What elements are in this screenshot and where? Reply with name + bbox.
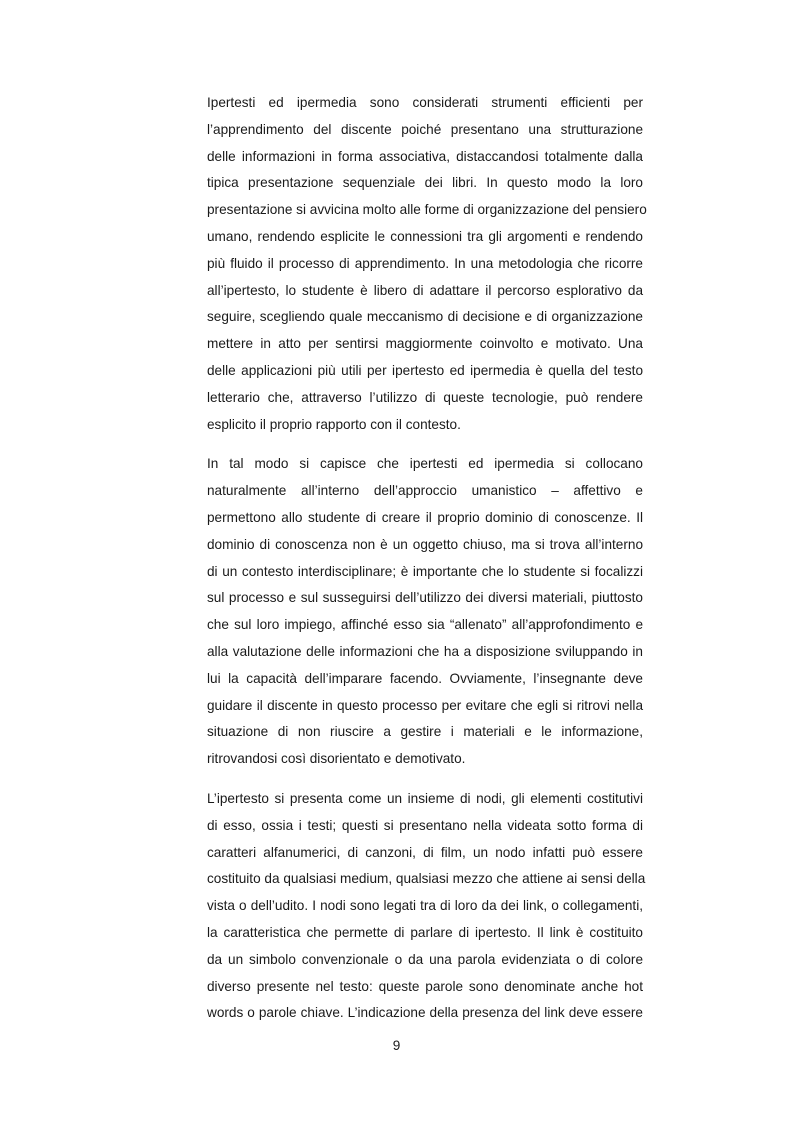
text-line: seguire, scegliendo quale meccanismo di decisione e di organizzazione	[207, 309, 643, 325]
body-text	[207, 90, 647, 1027]
text-line: naturalmente all’interno dell’approccio umanistico – affettivo e	[207, 483, 643, 499]
paragraph	[207, 451, 643, 773]
text-line: delle informazioni in forma associativa, distaccandosi totalmente dalla	[207, 148, 643, 164]
paragraph-gap	[207, 438, 643, 451]
text-line: vista o dell’udito. I nodi sono legati tra di loro da dei link, o collegamenti,	[207, 898, 643, 914]
text-line: sul processo e sul susseguirsi dell’utilizzo dei diversi materiali, piuttosto	[207, 590, 643, 606]
text-line: caratteri alfanumerici, di canzoni, di film, un nodo infatti può essere	[207, 844, 643, 860]
text-line: la caratteristica che permette di parlare di ipertesto. Il link è costituito	[207, 924, 643, 940]
text-line: Ipertesti ed ipermedia sono considerati strumenti efficienti per	[207, 95, 643, 110]
text-line: tipica presentazione sequenziale dei libri. In questo modo la loro	[207, 175, 643, 191]
paragraph	[207, 90, 647, 438]
text-line: esplicito il proprio rapporto con il contesto.	[207, 416, 461, 432]
text-line: costituito da qualsiasi medium, qualsiasi mezzo che attiene ai sensi della	[207, 871, 646, 887]
text-line: che sul loro impiego, affinché esso sia “allenato” all’approfondimento e	[207, 617, 643, 633]
text-line: più fluido il processo di apprendimento. In una metodologia che ricorre	[207, 255, 643, 271]
text-line: diverso presente nel testo: queste parole sono denominate anche hot	[207, 978, 643, 994]
text-line: umano, rendendo esplicite le connessioni tra gli argomenti e rendendo	[207, 228, 643, 244]
text-line: di esso, ossia i testi; questi si presentano nella videata sotto forma di	[207, 817, 643, 833]
text-line: presentazione si avvicina molto alle forme di organizzazione del pensiero	[207, 202, 647, 218]
text-line: dominio di conoscenza non è un oggetto chiuso, ma si trova all’interno	[207, 536, 643, 552]
paragraph	[207, 786, 646, 1027]
text-line: letterario che, attraverso l’utilizzo di queste tecnologie, può rendere	[207, 389, 643, 405]
paragraph-gap	[207, 773, 643, 786]
text-line: words o parole chiave. L’indicazione della presenza del link deve essere	[207, 1005, 643, 1021]
text-line: l’apprendimento del discente poiché presentano una strutturazione	[207, 121, 643, 137]
text-line: delle applicazioni più utili per ipertesto ed ipermedia è quella del testo	[207, 362, 643, 378]
text-line: permettono allo studente di creare il proprio dominio di conoscenze. Il	[207, 509, 643, 525]
text-line: L’ipertesto si presenta come un insieme di nodi, gli elementi costitutivi	[207, 790, 643, 806]
text-line: di un contesto interdisciplinare; è importante che lo studente si focalizzi	[207, 563, 643, 579]
text-line: guidare il discente in questo processo per evitare che egli si ritrovi nella	[207, 697, 643, 713]
text-line: In tal modo si capisce che ipertesti ed ipermedia si collocano	[207, 456, 643, 472]
text-line: lui la capacità dell’imparare facendo. Ovviamente, l’insegnante deve	[207, 670, 643, 686]
text-line: mettere in atto per sentirsi maggiormente coinvolto e motivato. Una	[207, 336, 643, 352]
text-line: situazione di non riuscire a gestire i materiali e le informazione,	[207, 724, 643, 740]
text-line: da un simbolo convenzionale o da una parola evidenziata o di colore	[207, 951, 643, 967]
text-line: all’ipertesto, lo studente è libero di adattare il percorso esplorativo da	[207, 282, 643, 298]
text-line: ritrovandosi così disorientato e demotivato.	[207, 751, 466, 767]
page-number: 9	[392, 1038, 401, 1053]
text-line: alla valutazione delle informazioni che ha a disposizione sviluppando in	[207, 643, 643, 659]
